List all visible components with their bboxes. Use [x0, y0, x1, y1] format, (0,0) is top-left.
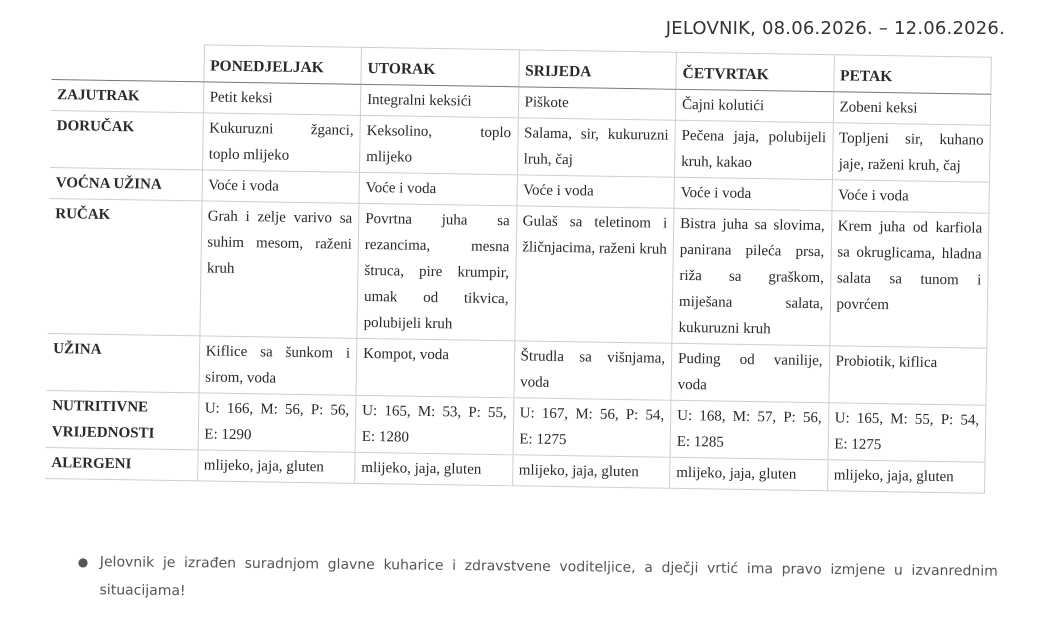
nutrition-cell: U: 165, M: 55, P: 54, E: 1275	[828, 403, 986, 462]
meal-cell: Kukuruzni žganci, toplo mlijeko	[202, 113, 360, 172]
meal-cell: Voće i voda	[202, 170, 360, 203]
allergen-cell: mlijeko, jaja, gluten	[355, 452, 513, 485]
meal-cell: Gulaš sa teletinom i žličnjacima, raženi kruh	[514, 206, 674, 343]
meal-cell: Povrtna juha sa rezancima, mesna štruca, pire krumpir, umak od tikvica, polubijeli kruh	[357, 203, 517, 340]
allergen-cell: mlijeko, jaja, gluten	[670, 457, 828, 490]
meal-cell: Kiflice sa šunkom i sirom, voda	[199, 336, 357, 395]
day-header: PONEDJELJAK	[203, 45, 361, 84]
meal-cell: Voće i voda	[674, 177, 832, 210]
nutrition-cell: U: 168, M: 57, P: 56, E: 1285	[670, 400, 828, 459]
nutrition-cell: U: 167, M: 56, P: 54, E: 1275	[513, 398, 671, 457]
row-label: VOĆNA UŽINA	[50, 167, 202, 200]
meal-cell: Salama, sir, kukuruzni lruh, čaj	[517, 118, 675, 177]
meal-cell: Integralni keksići	[360, 84, 518, 117]
menu-table	[45, 42, 992, 494]
meal-cell: Voće i voda	[516, 175, 674, 208]
meal-cell: Piškote	[518, 87, 676, 120]
table-row	[47, 198, 989, 348]
day-header: SRIJEDA	[518, 50, 676, 89]
meal-cell: Probiotik, kiflica	[828, 346, 986, 405]
day-header: ČETVRTAK	[676, 52, 834, 91]
allergen-cell: mlijeko, jaja, gluten	[197, 450, 355, 483]
meal-cell: Puding od vanilije, voda	[671, 343, 829, 402]
meal-cell: Pečena jaja, polubijeli kruh, kakao	[674, 120, 832, 179]
menu-table-wrapper	[45, 42, 992, 494]
meal-cell: Topljeni sir, kuhano jaje, raženi kruh, čaj	[832, 123, 990, 182]
nutrition-cell: U: 165, M: 53, P: 55, E: 1280	[355, 395, 513, 454]
row-label: DORUČAK	[50, 110, 203, 169]
meal-cell: Petit keksi	[203, 82, 361, 115]
footnote	[77, 548, 998, 614]
meal-cell: Zobeni keksi	[833, 92, 991, 125]
meal-cell: Voće i voda	[359, 172, 517, 205]
meal-cell: Čajni kolutići	[675, 89, 833, 122]
nutrition-cell: U: 166, M: 56, P: 56, E: 1290	[198, 393, 356, 452]
meal-cell: Bistra juha sa slovima, panirana pileća prsa, riža sa graškom, miješana salata, kukuruzni kruh	[672, 208, 832, 345]
footnote-text: Jelovnik je izrađen suradnjom glavne kuharice i zdravstvene voditeljice, a dječji vrtić ima pravo izmjene u izvanrednim situacijama!	[99, 554, 998, 600]
bullet-icon: ●	[77, 554, 89, 570]
row-label: ZAJUTRAK	[51, 79, 203, 112]
meal-cell: Štrudla sa višnjama, voda	[513, 341, 671, 400]
row-label: NUTRITIVNE VRIJEDNOSTI	[46, 390, 199, 449]
row-label: UŽINA	[47, 333, 200, 392]
row-label: ALERGENI	[45, 447, 197, 480]
allergen-cell: mlijeko, jaja, gluten	[512, 455, 670, 488]
page-title: JELOVNIK, 08.06.2026. – 12.06.2026.	[665, 18, 1005, 39]
meal-cell: Kompot, voda	[356, 338, 514, 397]
day-header: PETAK	[833, 55, 991, 94]
corner-cell	[51, 42, 204, 81]
meal-cell: Voće i voda	[831, 180, 989, 213]
allergen-cell: mlijeko, jaja, gluten	[827, 460, 985, 493]
meal-cell: Keksolino, toplo mlijeko	[359, 115, 517, 174]
row-label: RUČAK	[47, 198, 201, 335]
meal-cell: Grah i zelje varivo sa suhim mesom, raženi kruh	[199, 201, 359, 338]
day-header: UTORAK	[361, 47, 519, 86]
meal-cell: Krem juha od karfiola sa okruglicama, hladna salata sa tunom i povrćem	[829, 211, 989, 348]
